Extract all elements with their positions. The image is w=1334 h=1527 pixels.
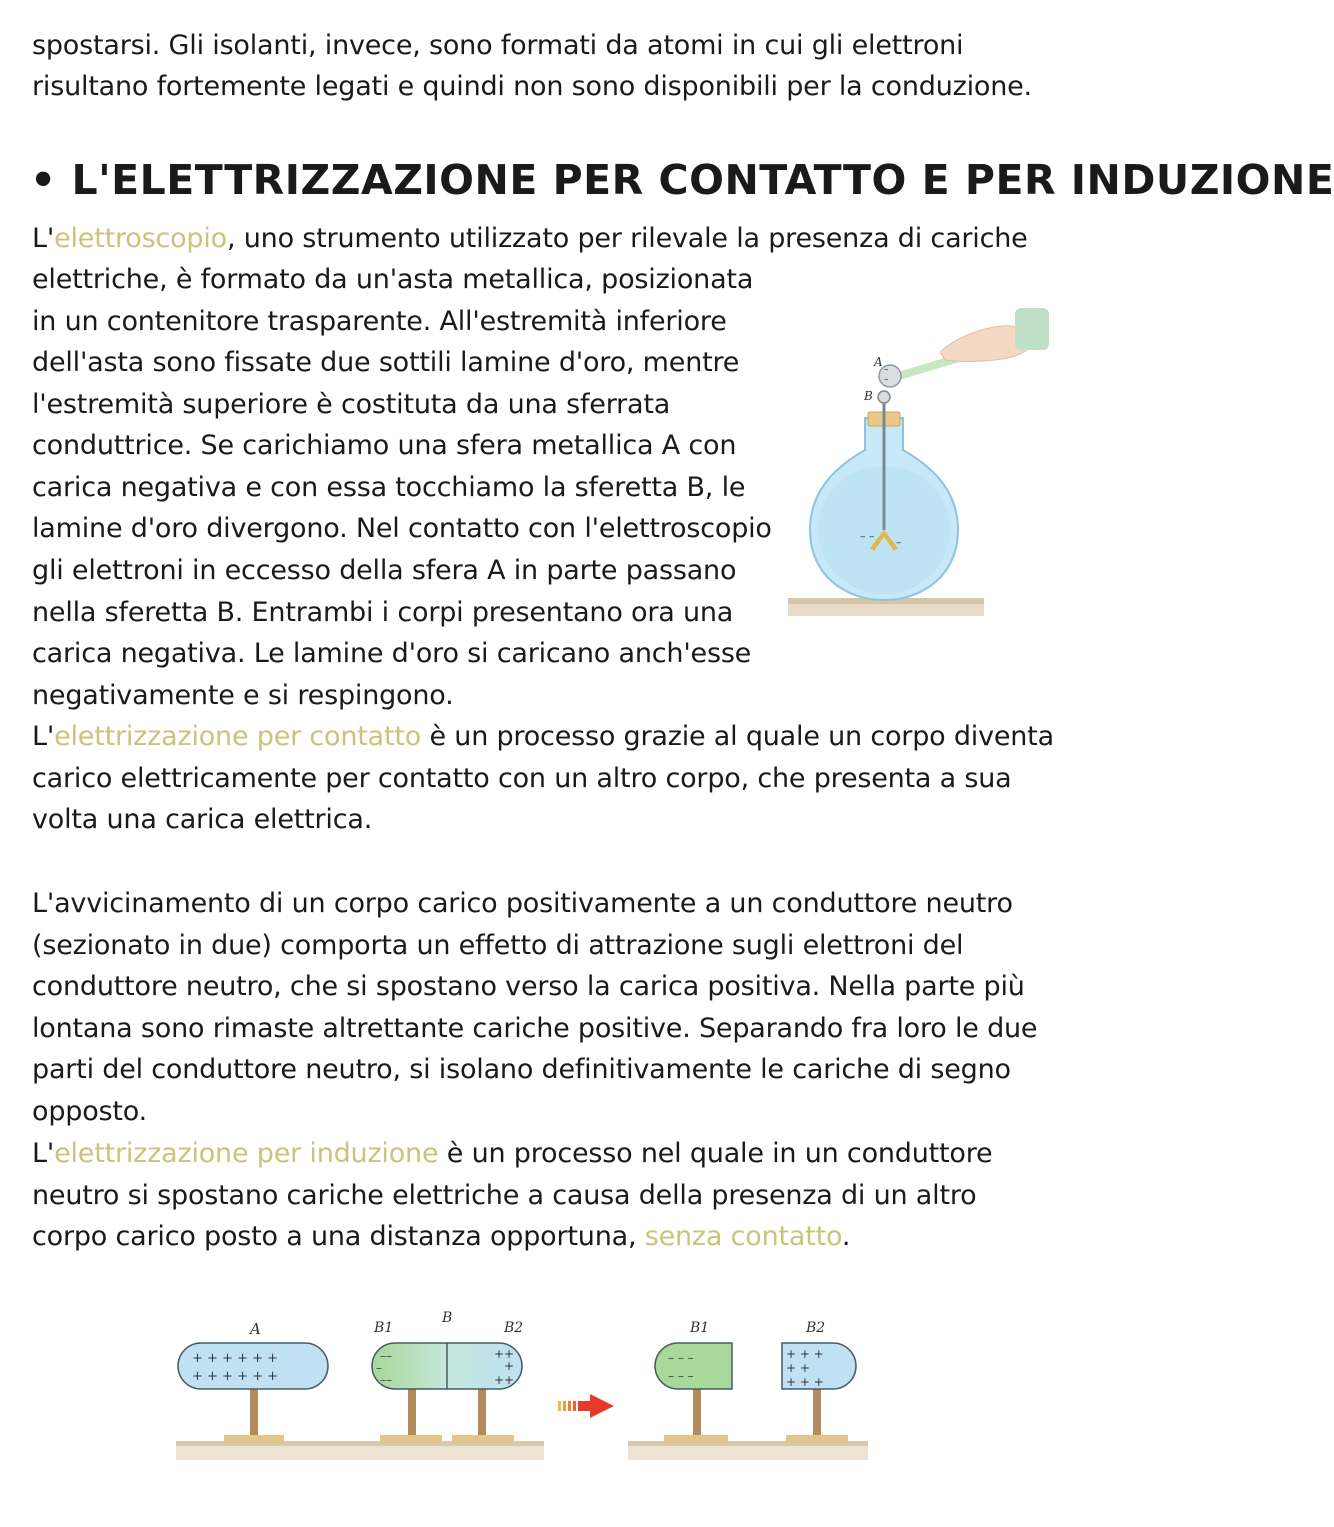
charges-minus: – – – xyxy=(668,1351,694,1365)
electroscope-line: conduttrice. Se carichiamo una sfera metallica A con xyxy=(32,430,737,461)
arrow-body xyxy=(578,1401,592,1411)
stand-base xyxy=(224,1435,284,1443)
contact-line-2: carico elettricamente per contatto con un altro corpo, che presenta a sua xyxy=(32,763,1012,794)
induction-line: parti del conduttore neutro, si isolano definitivamente le cariche di segno xyxy=(32,1054,1011,1085)
induction-line: lontana sono rimaste altrettante cariche positive. Separando fra loro le due xyxy=(32,1013,1038,1044)
term-senza-contatto: senza contatto xyxy=(644,1221,842,1252)
induction-def-line-2: neutro si spostano cariche elettriche a causa della presenza di un altro xyxy=(32,1180,977,1211)
charges-minus: – – – xyxy=(668,1369,694,1383)
label-b: B xyxy=(442,1310,453,1326)
stand-base xyxy=(664,1435,728,1443)
charges-plus: + + + xyxy=(786,1375,824,1389)
electroscope-line: negativamente e si respingono. xyxy=(32,680,454,711)
label-b2: B2 xyxy=(504,1320,524,1336)
arrow-dash xyxy=(558,1401,561,1411)
electroscope-line: in un contenitore trasparente. All'estremità inferiore xyxy=(32,306,727,337)
label-a: A xyxy=(250,1320,261,1338)
electroscope-line: nella sferetta B. Entrambi i corpi presentano ora una xyxy=(32,597,734,628)
electroscope-line: l'estremità superiore è costituta da una sferrata xyxy=(32,389,671,420)
charges-minus: –– xyxy=(380,1373,392,1387)
induction-line: conduttore neutro, che si spostano verso la carica positiva. Nella parte più xyxy=(32,971,1025,1002)
section-title: • L'ELETTRIZZAZIONE PER CONTATTO E PER INDUZIONE xyxy=(30,156,1334,204)
line-end: . xyxy=(841,1221,851,1252)
stand-base xyxy=(452,1435,514,1443)
electroscope-line: carica negativa. Le lamine d'oro si caricano anch'esse xyxy=(32,638,752,669)
line-rest: è un processo nel quale in un conduttore xyxy=(438,1138,993,1169)
intro-line-2: risultano fortemente legati e quindi non sono disponibili per la conduzione. xyxy=(32,71,1032,102)
contact-line-3: volta una carica elettrica. xyxy=(32,804,373,835)
intro-line-1: spostarsi. Gli isolanti, invece, sono formati da atomi in cui gli elettroni xyxy=(32,30,964,61)
induction-def-line-1 xyxy=(32,1133,992,1175)
ground xyxy=(176,1444,544,1460)
label-b2-after: B2 xyxy=(806,1320,826,1336)
induction-line: (sezionato in due) comporta un effetto di attrazione sugli elettroni del xyxy=(32,930,964,961)
prefix: L' xyxy=(32,1138,55,1169)
charges-plus-row: + + + + + + xyxy=(192,1369,279,1384)
charge-minus: – xyxy=(884,375,889,385)
stand-base xyxy=(380,1435,442,1443)
term-induzione: elettrizzazione per induzione xyxy=(54,1138,439,1169)
sleeve xyxy=(1015,308,1049,350)
arrow-dash xyxy=(573,1401,576,1411)
contact-line-1 xyxy=(32,716,1054,758)
term-elettroscopio: elettroscopio xyxy=(54,223,227,254)
shelf xyxy=(788,602,984,616)
electroscope-figure xyxy=(780,300,1055,630)
prefix: L' xyxy=(32,721,55,752)
arrow-dash xyxy=(568,1401,571,1411)
line-rest: è un processo grazie al quale un corpo diventa xyxy=(421,721,1054,752)
sphere-b xyxy=(878,391,890,403)
electroscope-line: gli elettroni in eccesso della sfera A in parte passano xyxy=(32,555,737,586)
charges-plus: + xyxy=(504,1359,515,1373)
label-b1-after: B1 xyxy=(690,1320,710,1336)
electroscope-line: lamine d'oro divergono. Nel contatto con l'elettroscopio xyxy=(32,513,772,544)
electroscope-line: dell'asta sono fissate due sottili lamine d'oro, mentre xyxy=(32,347,740,378)
prefix: L' xyxy=(32,223,55,254)
charges-minus: –– xyxy=(380,1349,392,1363)
charge-minus: – xyxy=(884,365,889,375)
charges-minus: – xyxy=(376,1361,382,1375)
label-a: A xyxy=(874,355,883,369)
electroscope-line-1 xyxy=(32,218,1028,260)
label-b: B xyxy=(864,389,873,403)
stand-base xyxy=(786,1435,848,1443)
term-contatto: elettrizzazione per contatto xyxy=(54,721,422,752)
charge-minus: – xyxy=(896,536,902,549)
charge-minus: – – xyxy=(860,530,875,543)
induction-line: opposto. xyxy=(32,1096,147,1127)
electroscope-line: carica negativa e con essa tocchiamo la sferetta B, le xyxy=(32,472,746,503)
arrow-right-icon xyxy=(590,1394,614,1418)
charges-plus: + + xyxy=(786,1361,810,1375)
line-rest: , uno strumento utilizzato per rilevale la presenza di cariche xyxy=(227,223,1028,254)
induction-figure xyxy=(170,1310,880,1480)
electroscope-line: elettriche, è formato da un'asta metallica, posizionata xyxy=(32,264,754,295)
arrow-dash xyxy=(563,1401,566,1411)
line-pre: corpo carico posto a una distanza opportuna, xyxy=(32,1221,645,1252)
charges-plus: ++ xyxy=(494,1373,515,1387)
charges-plus: + + + xyxy=(786,1347,824,1361)
ground xyxy=(628,1444,868,1460)
label-b1: B1 xyxy=(374,1320,394,1336)
induction-line: L'avvicinamento di un corpo carico positivamente a un conduttore neutro xyxy=(32,888,1013,919)
induction-def-line-3 xyxy=(32,1216,850,1258)
charges-plus-row: + + + + + + xyxy=(192,1351,279,1366)
charges-plus: ++ xyxy=(494,1347,515,1361)
